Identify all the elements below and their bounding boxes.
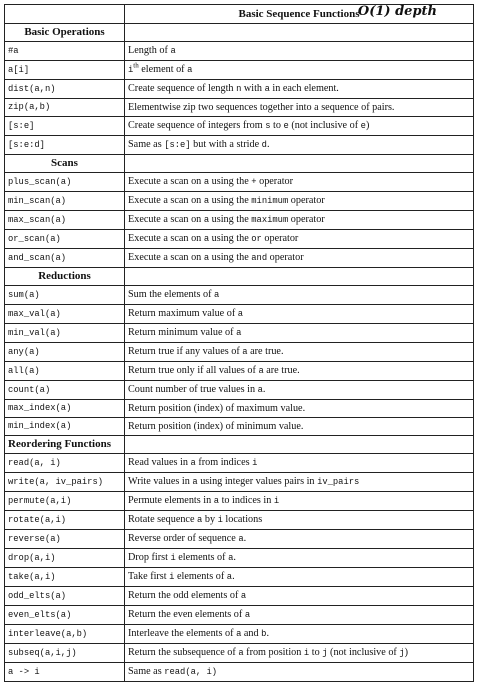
function-name: and_scan(a) (5, 249, 125, 268)
code-token: i (170, 553, 176, 563)
title-row (5, 5, 474, 24)
code-token: a (240, 591, 247, 601)
function-name: a -> i (5, 663, 125, 682)
description-text: using the (209, 252, 252, 263)
description-text: by (202, 514, 218, 525)
function-description (125, 136, 474, 155)
description-text: ) (365, 120, 370, 131)
description-text: Rotate sequence (128, 514, 198, 525)
section-title: Scans (5, 155, 125, 173)
function-row (5, 192, 474, 211)
function-description (125, 530, 474, 549)
description-text: ) (404, 647, 409, 658)
description-text: Elementwise zip two sequences together into a sequence of pairs. (128, 102, 395, 113)
description-text: Execute a scan on (128, 252, 204, 263)
function-name: a[i] (5, 61, 125, 80)
function-description (125, 625, 474, 644)
description-text: Return minimum value of (128, 327, 237, 338)
function-row (5, 173, 474, 192)
description-text: Execute a scan on (128, 195, 204, 206)
function-name: odd_elts(a) (5, 587, 125, 606)
code-token: iv_pairs (317, 477, 360, 487)
function-name: or_scan(a) (5, 230, 125, 249)
table-title: Basic Sequence Functions (238, 7, 360, 20)
code-token: d (261, 140, 267, 150)
function-name: max_scan(a) (5, 211, 125, 230)
description-text: . (243, 533, 247, 544)
function-description (125, 343, 474, 362)
function-name: [s:e:d] (5, 136, 125, 155)
code-token: i (217, 515, 223, 525)
description-text: using the (209, 176, 252, 187)
description-text: operator (267, 252, 304, 263)
function-description (125, 644, 474, 663)
function-name: even_elts(a) (5, 606, 125, 625)
description-text: in each element. (269, 83, 339, 94)
code-token: + (251, 177, 257, 187)
description-text: Sum the elements of (128, 289, 215, 300)
code-token: i (273, 496, 280, 506)
code-token: a (242, 347, 248, 357)
function-name: sum(a) (5, 286, 125, 305)
function-name: [s:e] (5, 117, 125, 136)
code-token: i (128, 65, 134, 75)
description-text: to (309, 647, 323, 658)
code-token: a (214, 290, 220, 300)
description-text: are true. (247, 346, 284, 357)
description-text: element of (138, 64, 188, 75)
description-text: but with a stride (190, 139, 262, 150)
function-row (5, 492, 474, 511)
description-text: Execute a scan on (128, 233, 204, 244)
code-token: a (257, 385, 263, 395)
function-name: rotate(a,i) (5, 511, 125, 530)
function-description (125, 511, 474, 530)
section-blank-cell (125, 24, 474, 42)
function-name: reverse(a) (5, 530, 125, 549)
description-text: to indices in (219, 495, 274, 506)
function-description (125, 42, 474, 61)
code-token: a (258, 366, 264, 376)
function-row (5, 625, 474, 644)
description-text: operator (256, 176, 294, 187)
description-text: elements of (174, 571, 227, 582)
function-name: read(a, i) (5, 454, 125, 473)
function-name: count(a) (5, 381, 125, 400)
code-token: a (236, 629, 242, 639)
description-text: Return the odd elements of (128, 590, 241, 601)
function-description (125, 400, 474, 418)
section-header-scans (5, 155, 474, 173)
function-name: max_val(a) (5, 305, 125, 324)
function-row (5, 568, 474, 587)
code-token: a (226, 572, 233, 582)
code-token: n (236, 84, 242, 94)
description-text: Interleave the elements of (128, 628, 237, 639)
code-token: a (203, 215, 210, 225)
description-text: Return true only if all values of (128, 365, 259, 376)
sequence-functions-table (4, 4, 474, 682)
function-description (125, 473, 474, 492)
function-row (5, 61, 474, 80)
function-row (5, 211, 474, 230)
function-row (5, 473, 474, 492)
code-token: [s:e] (164, 140, 191, 150)
description-text: (not inclusive of (288, 120, 361, 131)
section-title: Basic Operations (5, 24, 125, 42)
code-token: a (238, 534, 244, 544)
description-text: Execute a scan on (128, 214, 204, 225)
code-token: and (251, 253, 268, 263)
code-token: a (203, 234, 210, 244)
function-name: zip(a,b) (5, 99, 125, 117)
function-description (125, 80, 474, 99)
description-text: from position (243, 647, 304, 658)
function-description (125, 606, 474, 625)
description-text: elements of (175, 552, 229, 563)
code-token: a (213, 496, 220, 506)
code-token: maximum (251, 215, 289, 225)
code-token: a (192, 477, 198, 487)
description-text: Return maximum value of (128, 308, 238, 319)
function-name: min_scan(a) (5, 192, 125, 211)
code-token: i (169, 572, 175, 582)
description-text: Write values in (128, 476, 193, 487)
description-text: . (266, 628, 269, 639)
function-description (125, 454, 474, 473)
code-token: a (228, 553, 234, 563)
handwritten-note: O(1) depth (357, 4, 437, 19)
function-description (125, 173, 474, 192)
section-title: Reordering Functions (5, 436, 125, 454)
description-text: Return the even elements of (128, 609, 245, 620)
function-row (5, 400, 474, 418)
function-description (125, 230, 474, 249)
function-row (5, 99, 474, 117)
code-token: a (203, 253, 210, 263)
function-row (5, 230, 474, 249)
code-token: e (360, 121, 366, 131)
function-row (5, 343, 474, 362)
function-row (5, 324, 474, 343)
function-description (125, 418, 474, 436)
sequence-functions-page (4, 4, 473, 682)
function-row (5, 511, 474, 530)
function-description (125, 362, 474, 381)
code-token: a (170, 46, 176, 56)
description-text: th (133, 61, 139, 70)
code-token: s (265, 121, 271, 131)
code-token: a (203, 177, 210, 187)
description-text: Return position (index) of maximum value. (128, 403, 306, 414)
function-name: interleave(a,b) (5, 625, 125, 644)
description-text: with (241, 83, 265, 94)
description-text: Create sequence of length (128, 83, 237, 94)
function-name: take(a,i) (5, 568, 125, 587)
description-text: Length of (128, 45, 171, 56)
function-name: any(a) (5, 343, 125, 362)
code-token: a (237, 309, 244, 319)
function-name: max_index(a) (5, 400, 125, 418)
function-name: drop(a,i) (5, 549, 125, 568)
description-text: . (232, 571, 235, 582)
function-description (125, 568, 474, 587)
description-text: . (262, 384, 266, 395)
function-row (5, 80, 474, 99)
function-row (5, 381, 474, 400)
description-text: Reverse order of sequence (128, 533, 239, 544)
description-text: to (270, 120, 284, 131)
description-text: are true. (263, 365, 300, 376)
code-token: i (252, 458, 258, 468)
function-description (125, 587, 474, 606)
description-text: locations (222, 514, 263, 525)
function-description (125, 211, 474, 230)
function-name: subseq(a,i,j) (5, 644, 125, 663)
function-description (125, 324, 474, 343)
code-token: a (264, 84, 270, 94)
code-token: a (203, 196, 210, 206)
section-title: Reductions (5, 268, 125, 286)
code-token: i (303, 648, 310, 658)
function-row (5, 117, 474, 136)
function-description (125, 61, 474, 80)
function-description (125, 286, 474, 305)
function-description (125, 492, 474, 511)
code-token: e (283, 121, 289, 131)
section-blank-cell (125, 436, 474, 454)
description-text: operator (288, 195, 325, 206)
function-row (5, 644, 474, 663)
function-row (5, 286, 474, 305)
function-row (5, 587, 474, 606)
description-text: Return position (index) of minimum value. (128, 421, 304, 432)
description-text: Read values in (128, 457, 191, 468)
code-token: b (261, 629, 267, 639)
function-description (125, 192, 474, 211)
description-text: . (266, 139, 270, 150)
function-name: plus_scan(a) (5, 173, 125, 192)
description-text: operator (261, 233, 299, 244)
section-header-reductions (5, 268, 474, 286)
description-text: Take first (128, 571, 170, 582)
function-row (5, 42, 474, 61)
function-description (125, 117, 474, 136)
code-token: a (190, 458, 196, 468)
description-text: Execute a scan on (128, 176, 204, 187)
description-text: Return the subsequence of (128, 647, 239, 658)
description-text: from indices (195, 457, 253, 468)
code-token: a (236, 328, 242, 338)
code-token: j (399, 648, 405, 658)
description-text: using integer values pairs in (197, 476, 318, 487)
function-name: #a (5, 42, 125, 61)
function-row (5, 362, 474, 381)
description-text: Count number of true values in (128, 384, 258, 395)
function-name: min_val(a) (5, 324, 125, 343)
title-blank-cell (5, 5, 125, 24)
function-row (5, 249, 474, 268)
section-header-reordering (5, 436, 474, 454)
description-text: Permute elements in (128, 495, 214, 506)
section-blank-cell (125, 268, 474, 286)
description-text: . (233, 552, 236, 563)
function-row (5, 418, 474, 436)
description-text: (not inclusive of (327, 647, 400, 658)
description-text: operator (288, 214, 325, 225)
function-description (125, 249, 474, 268)
function-description (125, 99, 474, 117)
title-cell (125, 5, 474, 24)
description-text: Drop first (128, 552, 171, 563)
function-name: all(a) (5, 362, 125, 381)
description-text: using the (209, 195, 252, 206)
description-text: Same as (128, 666, 165, 677)
code-token: a (244, 610, 251, 620)
code-token: or (251, 234, 262, 244)
function-row (5, 136, 474, 155)
function-name: dist(a,n) (5, 80, 125, 99)
function-description (125, 549, 474, 568)
function-row (5, 305, 474, 324)
function-row (5, 606, 474, 625)
description-text: using the (209, 233, 252, 244)
section-header-basic (5, 24, 474, 42)
code-token: a (197, 515, 203, 525)
code-token: minimum (251, 196, 289, 206)
description-text: Same as (128, 139, 165, 150)
description-text: Return true if any values of (128, 346, 243, 357)
section-blank-cell (125, 155, 474, 173)
function-row (5, 530, 474, 549)
code-token: read(a, i) (164, 667, 218, 677)
function-name: min_index(a) (5, 418, 125, 436)
function-name: permute(a,i) (5, 492, 125, 511)
function-row (5, 454, 474, 473)
function-description (125, 381, 474, 400)
description-text: using the (209, 214, 252, 225)
code-token: j (322, 648, 328, 658)
code-token: a (187, 65, 193, 75)
code-token: a (238, 648, 244, 658)
function-description (125, 305, 474, 324)
function-row (5, 549, 474, 568)
function-name: write(a, iv_pairs) (5, 473, 125, 492)
description-text: and (241, 628, 262, 639)
description-text: Create sequence of integers from (128, 120, 266, 131)
